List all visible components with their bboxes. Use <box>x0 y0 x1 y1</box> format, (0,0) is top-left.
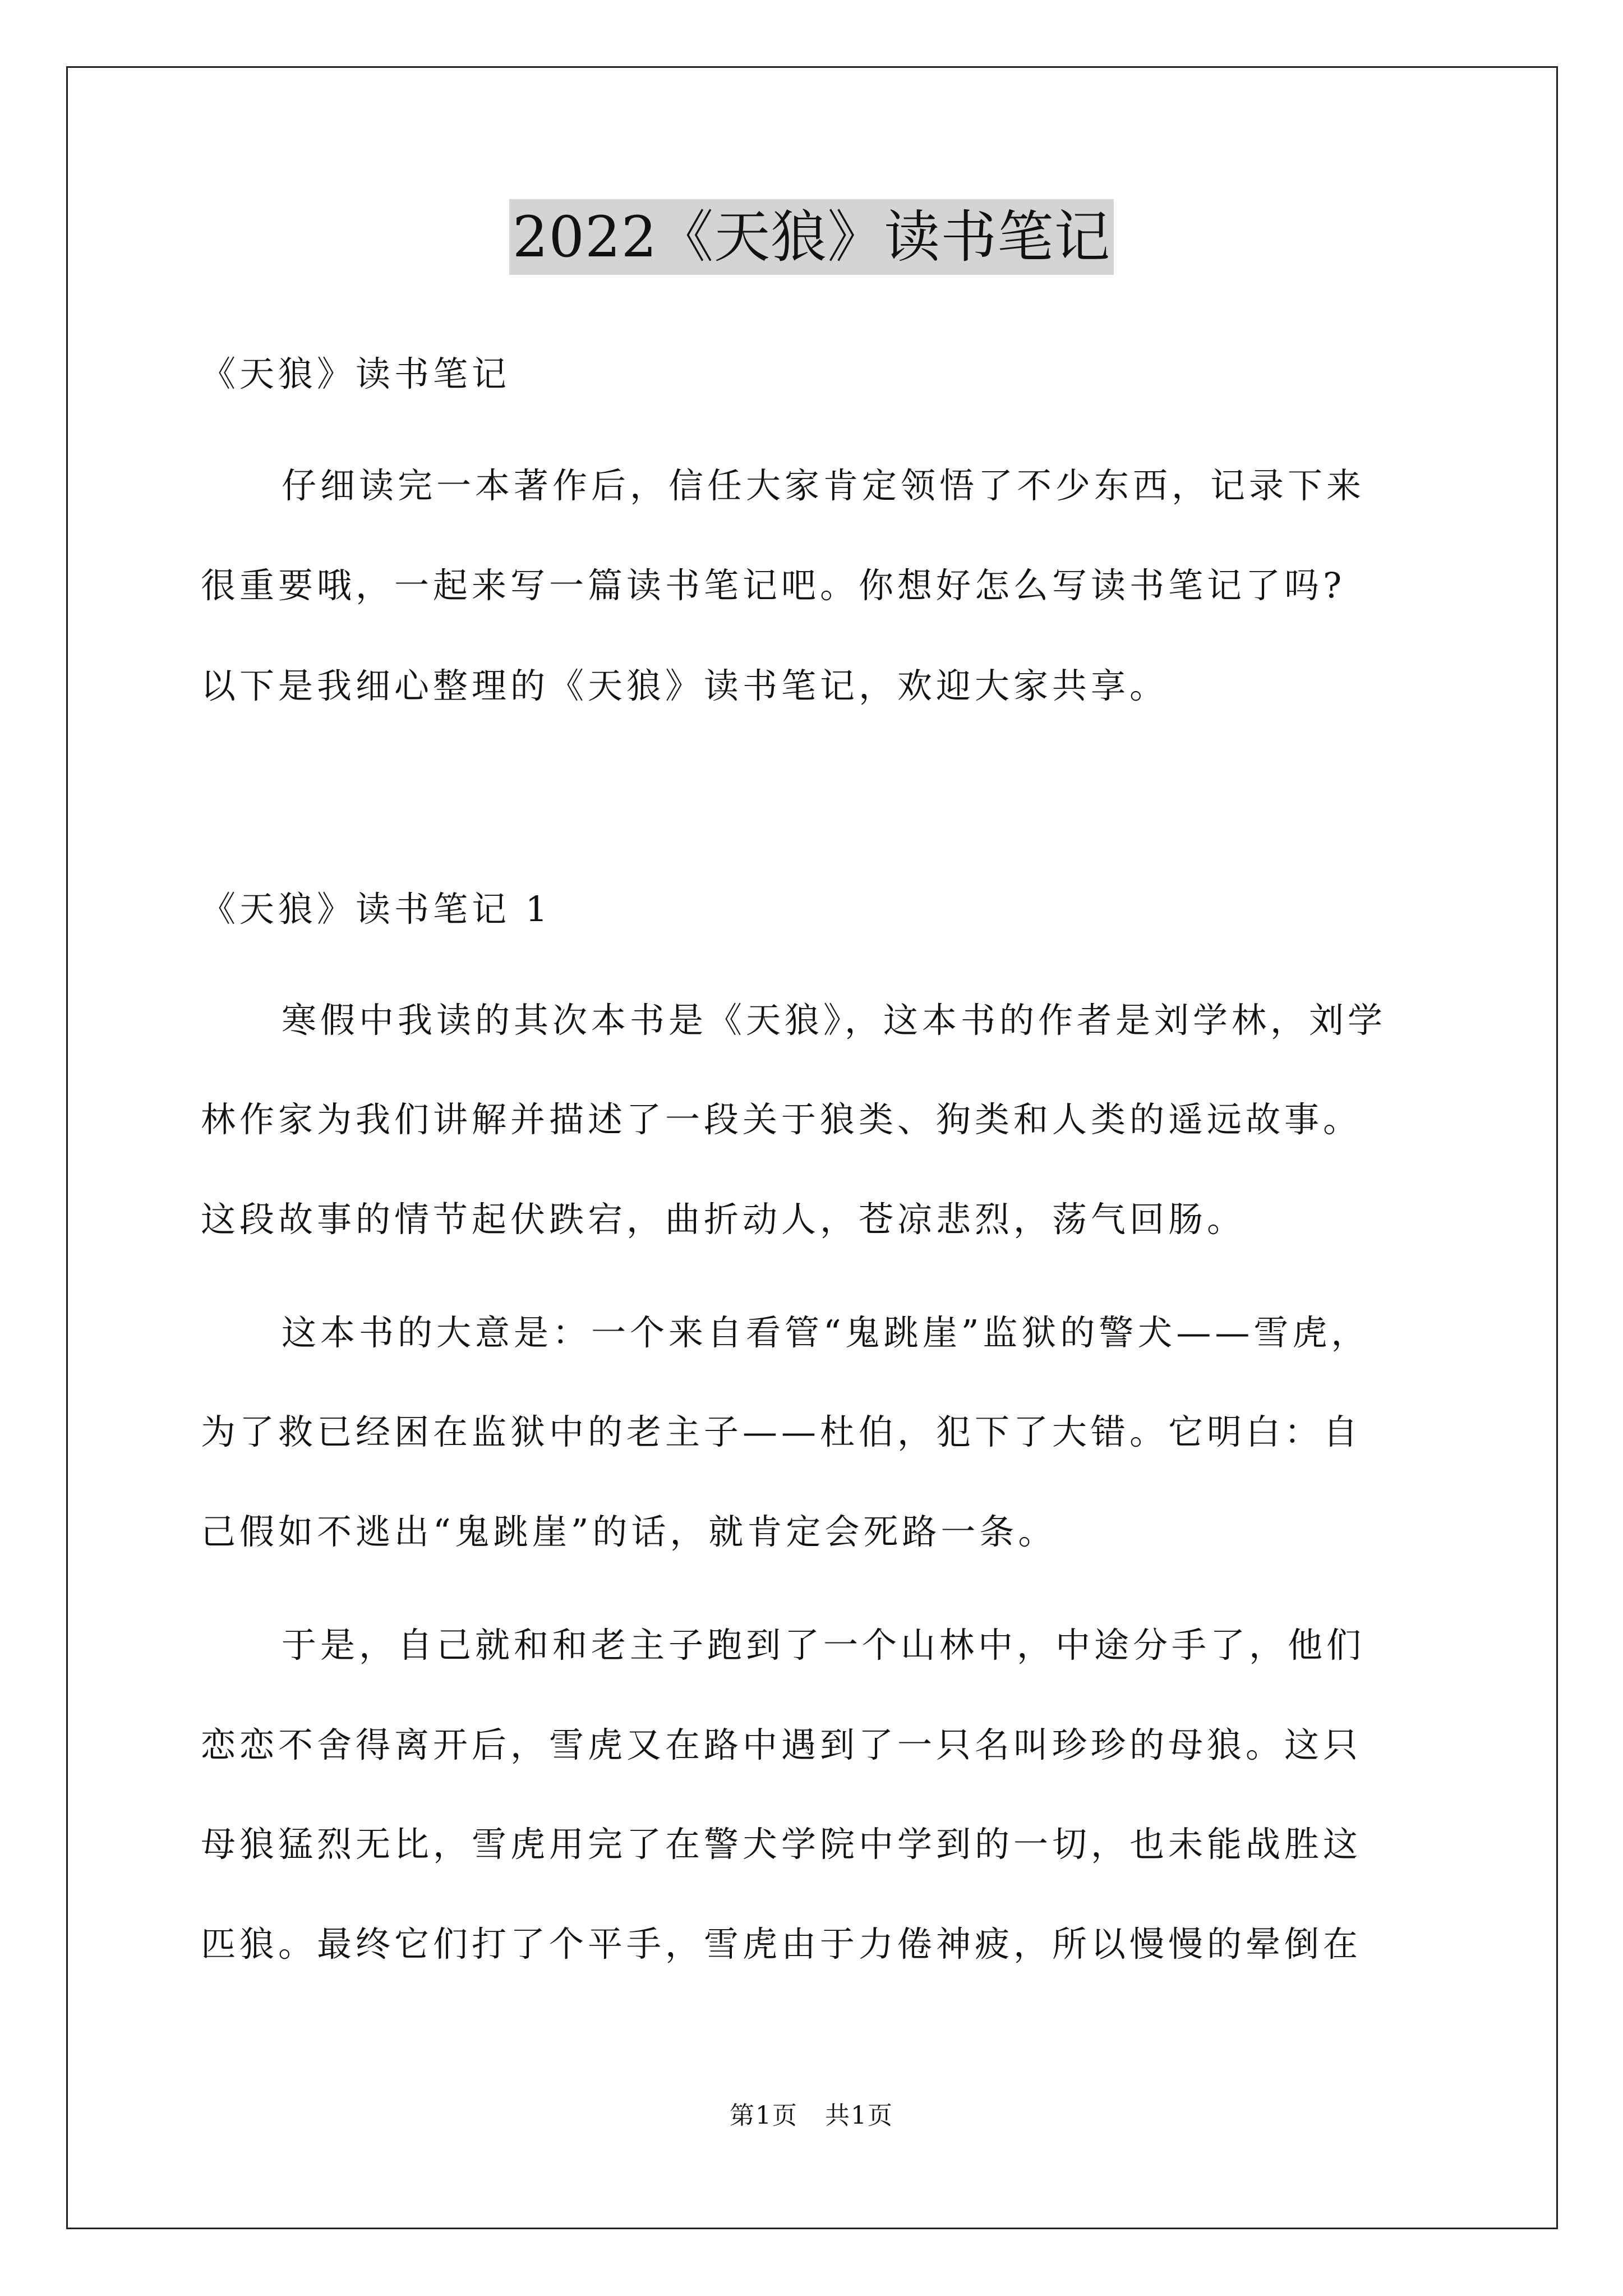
intro-line: 仔细读完一本著作后，信任大家肯定领悟了不少东西，记录下来 <box>282 465 1366 506</box>
paragraph-line: 己假如不逃出“鬼跳崖”的话，就肯定会死路一条。 <box>201 1511 1057 1552</box>
subtitle: 《天狼》读书笔记 <box>201 353 511 394</box>
paragraph-line: 于是，自己就和和老主子跑到了一个山林中，中途分手了，他们 <box>282 1625 1366 1665</box>
page-number: 第1页 <box>730 2101 798 2130</box>
page-total: 共1页 <box>825 2101 893 2130</box>
paragraph-line: 恋恋不舍得离开后，雪虎又在路中遇到了一只名叫珍珍的母狼。这只 <box>201 1724 1362 1765</box>
paragraph-line: 林作家为我们讲解并描述了一段关于狼类、狗类和人类的遥远故事。 <box>201 1099 1362 1140</box>
intro-line: 以下是我细心整理的《天狼》读书笔记，欢迎大家共享。 <box>201 665 1169 706</box>
title-container <box>0 199 1623 275</box>
page-footer <box>0 2099 1623 2133</box>
paragraph-line: 为了救已经困在监狱中的老主子——杜伯，犯下了大错。它明白：自 <box>201 1411 1362 1452</box>
paragraph-line: 匹狼。最终它们打了个平手，雪虎由于力倦神疲，所以慢慢的晕倒在 <box>201 1924 1362 1964</box>
section-heading: 《天狼》读书笔记 1 <box>201 889 552 930</box>
paragraph-line: 这本书的大意是：一个来自看管“鬼跳崖”监狱的警犬——雪虎， <box>282 1312 1370 1353</box>
document-title: 2022《天狼》读书笔记 <box>509 199 1114 275</box>
paragraph-line: 寒假中我读的其次本书是《天狼》，这本书的作者是刘学林，刘学 <box>282 1000 1387 1041</box>
intro-line: 很重要哦，一起来写一篇读书笔记吧。你想好怎么写读书笔记了吗? <box>201 565 1346 606</box>
paragraph-line: 母狼猛烈无比，雪虎用完了在警犬学院中学到的一切，也未能战胜这 <box>201 1824 1362 1865</box>
paragraph-line: 这段故事的情节起伏跌宕，曲折动人，苍凉悲烈，荡气回肠。 <box>201 1199 1246 1240</box>
